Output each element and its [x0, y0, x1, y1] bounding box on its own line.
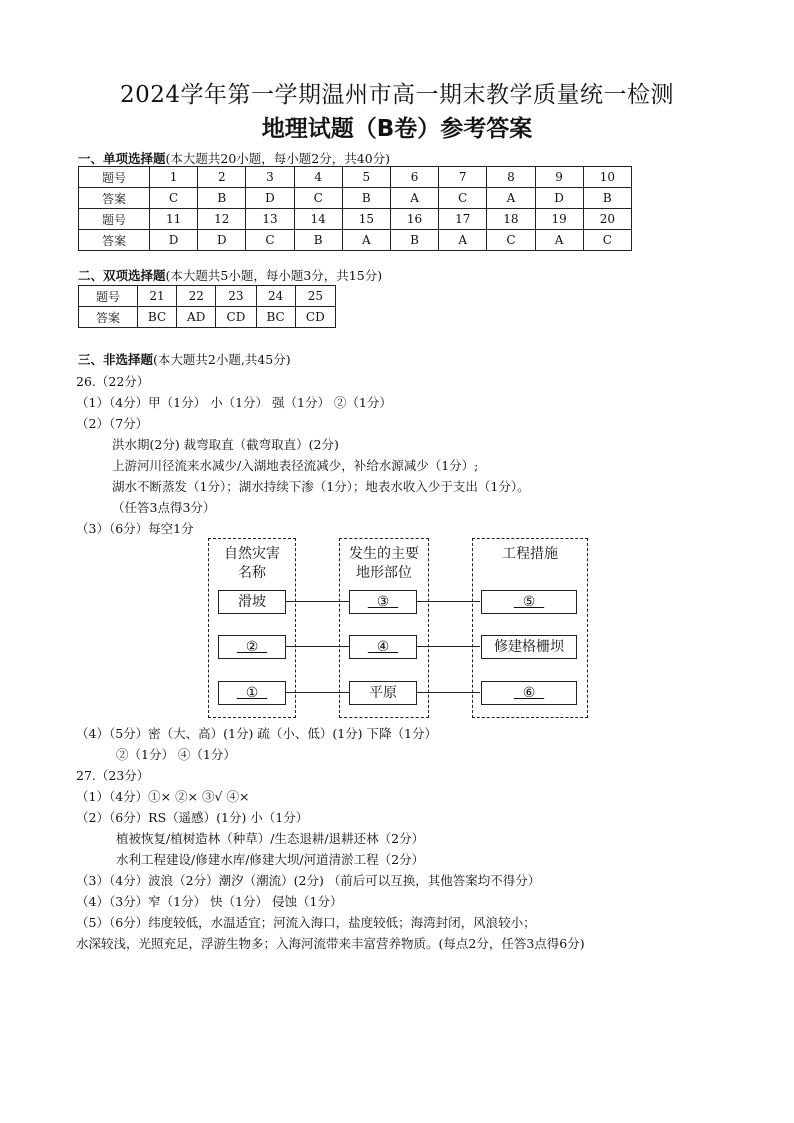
row-label: 题号 [79, 167, 150, 188]
answer-cell: A [535, 230, 583, 251]
q27-part4: （4）（3分）窄（1分） 快（1分） 侵蚀（1分） [76, 894, 343, 909]
section3-heading: 三、非选择题(本大题共2小题,共45分) [78, 352, 291, 367]
answer-cell: C [294, 188, 342, 209]
box-col1-row2: ② [218, 635, 286, 659]
question-number-cell: 5 [342, 167, 390, 188]
row-label: 答案 [79, 188, 150, 209]
box-col2-row2: ④ [349, 635, 417, 659]
answer-cell: CD [295, 307, 335, 328]
section2-heading: 二、双项选择题(本大题共5小题，每小题3分，共15分) [78, 268, 383, 283]
box-col1-row3: ① [218, 681, 286, 705]
q27-part2-line1: 植被恢复/植树造林（种草）/生态退耕/退耕还林（2分） [116, 831, 425, 846]
q26-title: 26.（22分） [76, 374, 150, 389]
question-number-cell: 9 [535, 167, 583, 188]
q26-part2: （2）（7分） [76, 416, 149, 431]
answer-cell: CD [216, 307, 256, 328]
answer-cell: A [487, 188, 535, 209]
q27-part2-line2: 水利工程建设/修建水库/修建大坝/河道清淤工程（2分） [116, 852, 425, 867]
q26-part4: （4）（5分）密（大、高）(1分) 疏（小、低）(1分) 下降（1分） [76, 726, 437, 741]
question-number-cell: 23 [216, 286, 256, 307]
question-number-cell: 1 [150, 167, 198, 188]
question-number-cell: 19 [535, 209, 583, 230]
answer-cell: C [246, 230, 294, 251]
section2-table [78, 285, 336, 328]
question-number-cell: 12 [198, 209, 246, 230]
row-label: 答案 [79, 230, 150, 251]
answer-cell: B [390, 230, 438, 251]
question-number-cell: 13 [246, 209, 294, 230]
answer-cell: C [487, 230, 535, 251]
answer-cell: C [439, 188, 487, 209]
question-number-cell: 17 [439, 209, 487, 230]
answer-cell: AD [177, 307, 216, 328]
box-col3-row2: 修建格栅坝 [481, 635, 577, 659]
box-col2-row1: ③ [349, 590, 417, 614]
question-number-cell: 20 [583, 209, 631, 230]
answer-cell: A [439, 230, 487, 251]
answer-cell: B [342, 188, 390, 209]
question-number-cell: 21 [138, 286, 177, 307]
q27-part1: （1）（4分）①× ②× ③√ ④× [76, 789, 250, 804]
q26-part1: （1）（4分）甲（1分） 小（1分） 强（1分） ②（1分） [76, 395, 392, 410]
q26-part2-line3: 湖水不断蒸发（1分）；湖水持续下渗（1分）；地表水收入少于支出（1分）。 [112, 479, 530, 494]
page-title: 2024学年第一学期温州市高一期末教学质量统一检测 [119, 82, 675, 108]
q26-part4-line2: ②（1分） ④（1分） [116, 747, 236, 762]
answer-cell: A [342, 230, 390, 251]
q27-part5-line2: 水深较浅，光照充足，浮游生物多；入海河流带来丰富营养物质。(每点2分，任答3点得6分) [76, 936, 585, 951]
question-number-cell: 4 [294, 167, 342, 188]
answer-cell: A [390, 188, 438, 209]
answer-cell: BC [256, 307, 295, 328]
box-col3-row3: ⑥ [481, 681, 577, 705]
section1-table [78, 166, 632, 251]
question-number-cell: 18 [487, 209, 535, 230]
question-number-cell: 7 [439, 167, 487, 188]
question-number-cell: 3 [246, 167, 294, 188]
box-col3-row1: ⑤ [481, 590, 577, 614]
question-number-cell: 22 [177, 286, 216, 307]
row-label: 答案 [79, 307, 138, 328]
question-number-cell: 8 [487, 167, 535, 188]
answer-cell: D [535, 188, 583, 209]
q26-part2-line4: （任答3点得3分） [112, 500, 216, 515]
row-label: 题号 [79, 286, 138, 307]
question-number-cell: 24 [256, 286, 295, 307]
page-subtitle: 地理试题（B卷）参考答案 [261, 116, 533, 142]
answer-cell: BC [138, 307, 177, 328]
question-number-cell: 25 [295, 286, 335, 307]
answer-cell: B [294, 230, 342, 251]
q26-part2-line2: 上游河川径流来水减少/入湖地表径流减少，补给水源减少（1分）; [112, 458, 479, 473]
question-number-cell: 11 [150, 209, 198, 230]
section1-heading: 一、单项选择题(本大题共20小题，每小题2分，共40分) [78, 151, 391, 166]
question-number-cell: 10 [583, 167, 631, 188]
answer-cell: D [246, 188, 294, 209]
row-label: 题号 [79, 209, 150, 230]
answer-cell: D [150, 230, 198, 251]
answer-cell: B [198, 188, 246, 209]
col2-header: 发生的主要 地形部位 [349, 546, 419, 581]
q27-part5: （5）（6分）纬度较低，水温适宜；河流入海口，盐度较低；海湾封闭，风浪较小； [76, 915, 536, 930]
col1-header: 自然灾害 名称 [224, 546, 280, 581]
col3-header: 工程措施 [502, 546, 558, 562]
box-col1-row1: 滑坡 [218, 590, 286, 614]
q27-part3: （3）（4分）波浪（2分）潮汐（潮流）(2分) （前后可以互换，其他答案均不得分） [76, 873, 541, 888]
answer-cell: D [198, 230, 246, 251]
question-number-cell: 15 [342, 209, 390, 230]
q27-part2: （2）（6分）RS（遥感）(1分) 小（1分） [76, 810, 309, 825]
answer-cell: C [583, 230, 631, 251]
q27-title: 27.（23分） [76, 768, 150, 783]
question-number-cell: 16 [390, 209, 438, 230]
question-number-cell: 14 [294, 209, 342, 230]
q26-part2-line1: 洪水期(2分) 裁弯取直（截弯取直）(2分) [112, 437, 339, 452]
q26-part3: （3）（6分）每空1分 [76, 521, 194, 536]
question-number-cell: 6 [390, 167, 438, 188]
box-col2-row3: 平原 [349, 681, 417, 705]
question-number-cell: 2 [198, 167, 246, 188]
answer-cell: B [583, 188, 631, 209]
answer-cell: C [150, 188, 198, 209]
